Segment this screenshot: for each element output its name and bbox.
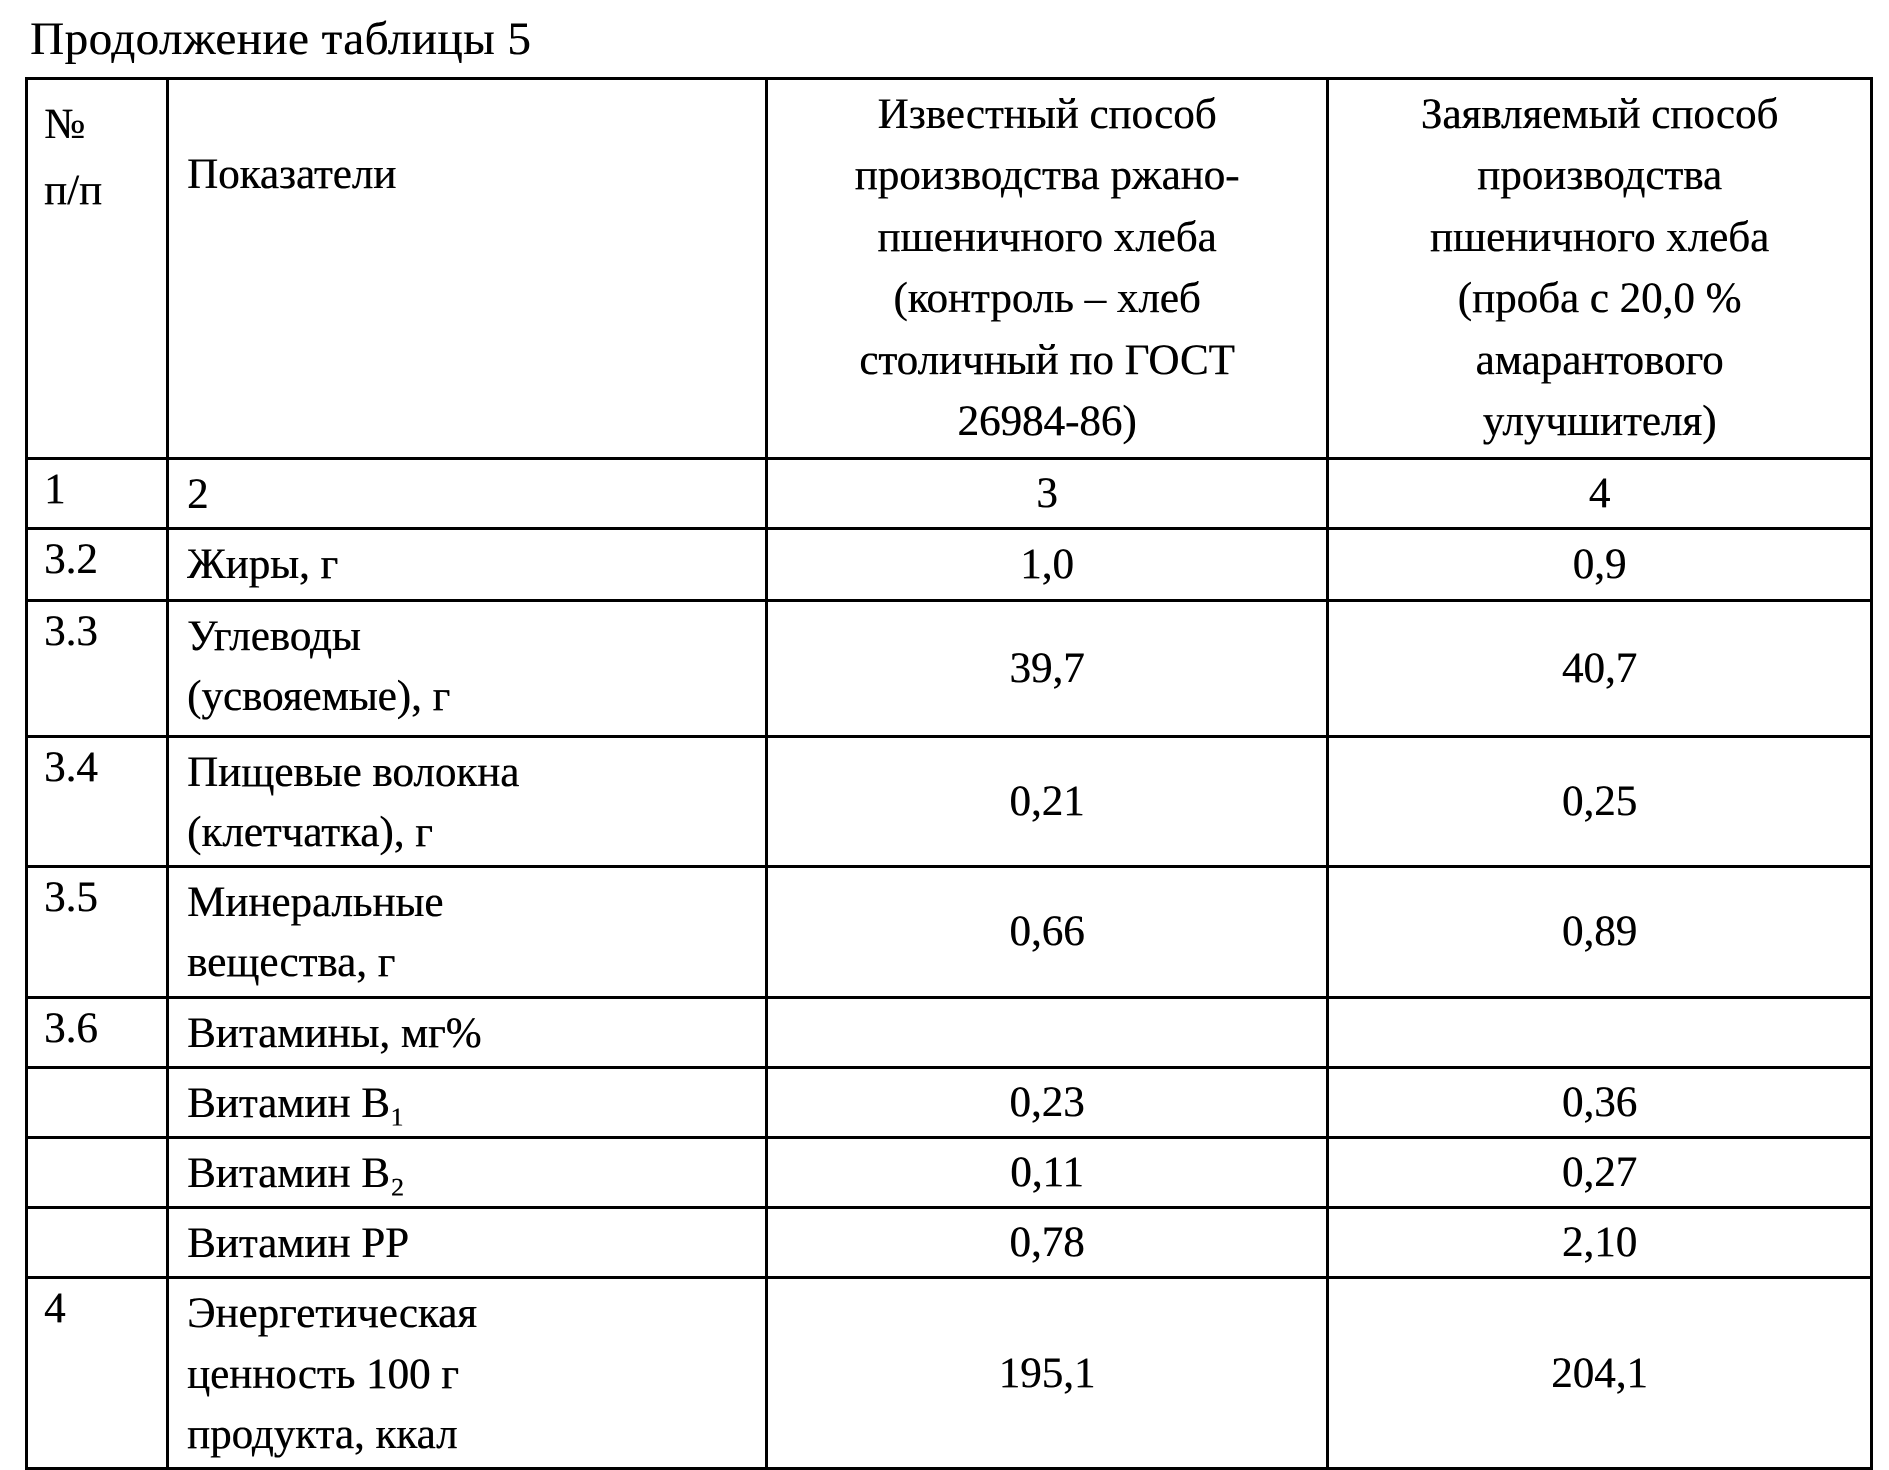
col-header-indicators: Показатели: [168, 78, 767, 458]
cell-claimed-value: 2,10: [1328, 1208, 1872, 1278]
cell-row-number: 4: [27, 1278, 168, 1469]
cell-claimed-value: 204,1: [1328, 1278, 1872, 1469]
table-row: [27, 867, 1872, 997]
cell-indicator: Минеральные вещества, г: [168, 867, 767, 997]
cell-claimed-value: [1328, 997, 1872, 1067]
column-index-row: [27, 458, 1872, 528]
cell-row-number: 3.6: [27, 997, 168, 1067]
cell-known-value: 195,1: [767, 1278, 1328, 1469]
cell-known-value: [767, 997, 1328, 1067]
cell-claimed-value: 0,9: [1328, 528, 1872, 600]
cell-row-number: 3.5: [27, 867, 168, 997]
col-header-claimed-method: Заявляемый способ производства пшеничного хлеба (проба с 20,0 % амарантового улучшителя): [1328, 78, 1872, 458]
cell-known-value: 0,66: [767, 867, 1328, 997]
cell-claimed-value: 0,89: [1328, 867, 1872, 997]
cell-known-value: 1,0: [767, 528, 1328, 600]
table-continuation-title: Продолжение таблицы 5: [30, 13, 532, 65]
col-header-known-method: Известный способ производства ржано- пшеничного хлеба (контроль – хлеб столичный по ГОСТ 26984-86): [767, 78, 1328, 458]
cell-row-number: [27, 1137, 168, 1207]
table-row: [27, 736, 1872, 866]
column-index-1: 1: [27, 458, 168, 528]
cell-known-value: 0,11: [767, 1137, 1328, 1207]
cell-claimed-value: 0,36: [1328, 1067, 1872, 1137]
cell-known-value: 39,7: [767, 600, 1328, 736]
column-index-4: 4: [1328, 458, 1872, 528]
cell-indicator: Витамины, мг%: [168, 997, 767, 1067]
cell-indicator: Углеводы (усвояемые), г: [168, 600, 767, 736]
table-row: [27, 1137, 1872, 1207]
cell-known-value: 0,23: [767, 1067, 1328, 1137]
column-index-3: 3: [767, 458, 1328, 528]
cell-row-number: [27, 1208, 168, 1278]
cell-indicator: Витамин В₂: [168, 1137, 767, 1207]
cell-claimed-value: 40,7: [1328, 600, 1872, 736]
nutrition-comparison-table: [25, 77, 1873, 1470]
table-row: [27, 600, 1872, 736]
cell-indicator: Пищевые волокна (клетчатка), г: [168, 736, 767, 866]
cell-claimed-value: 0,27: [1328, 1137, 1872, 1207]
table-row: [27, 997, 1872, 1067]
cell-indicator: Энергетическая ценность 100 г продукта, ккал: [168, 1278, 767, 1469]
cell-claimed-value: 0,25: [1328, 736, 1872, 866]
col-header-number: № п/п: [27, 78, 168, 458]
column-index-2: 2: [168, 458, 767, 528]
table-row: [27, 528, 1872, 600]
cell-known-value: 0,21: [767, 736, 1328, 866]
table-row: [27, 1208, 1872, 1278]
cell-row-number: [27, 1067, 168, 1137]
cell-row-number: 3.4: [27, 736, 168, 866]
table-header-row: [27, 78, 1872, 458]
cell-row-number: 3.2: [27, 528, 168, 600]
cell-known-value: 0,78: [767, 1208, 1328, 1278]
table-row: [27, 1067, 1872, 1137]
cell-indicator: Жиры, г: [168, 528, 767, 600]
cell-indicator: Витамин РР: [168, 1208, 767, 1278]
cell-row-number: 3.3: [27, 600, 168, 736]
cell-indicator: Витамин В₁: [168, 1067, 767, 1137]
